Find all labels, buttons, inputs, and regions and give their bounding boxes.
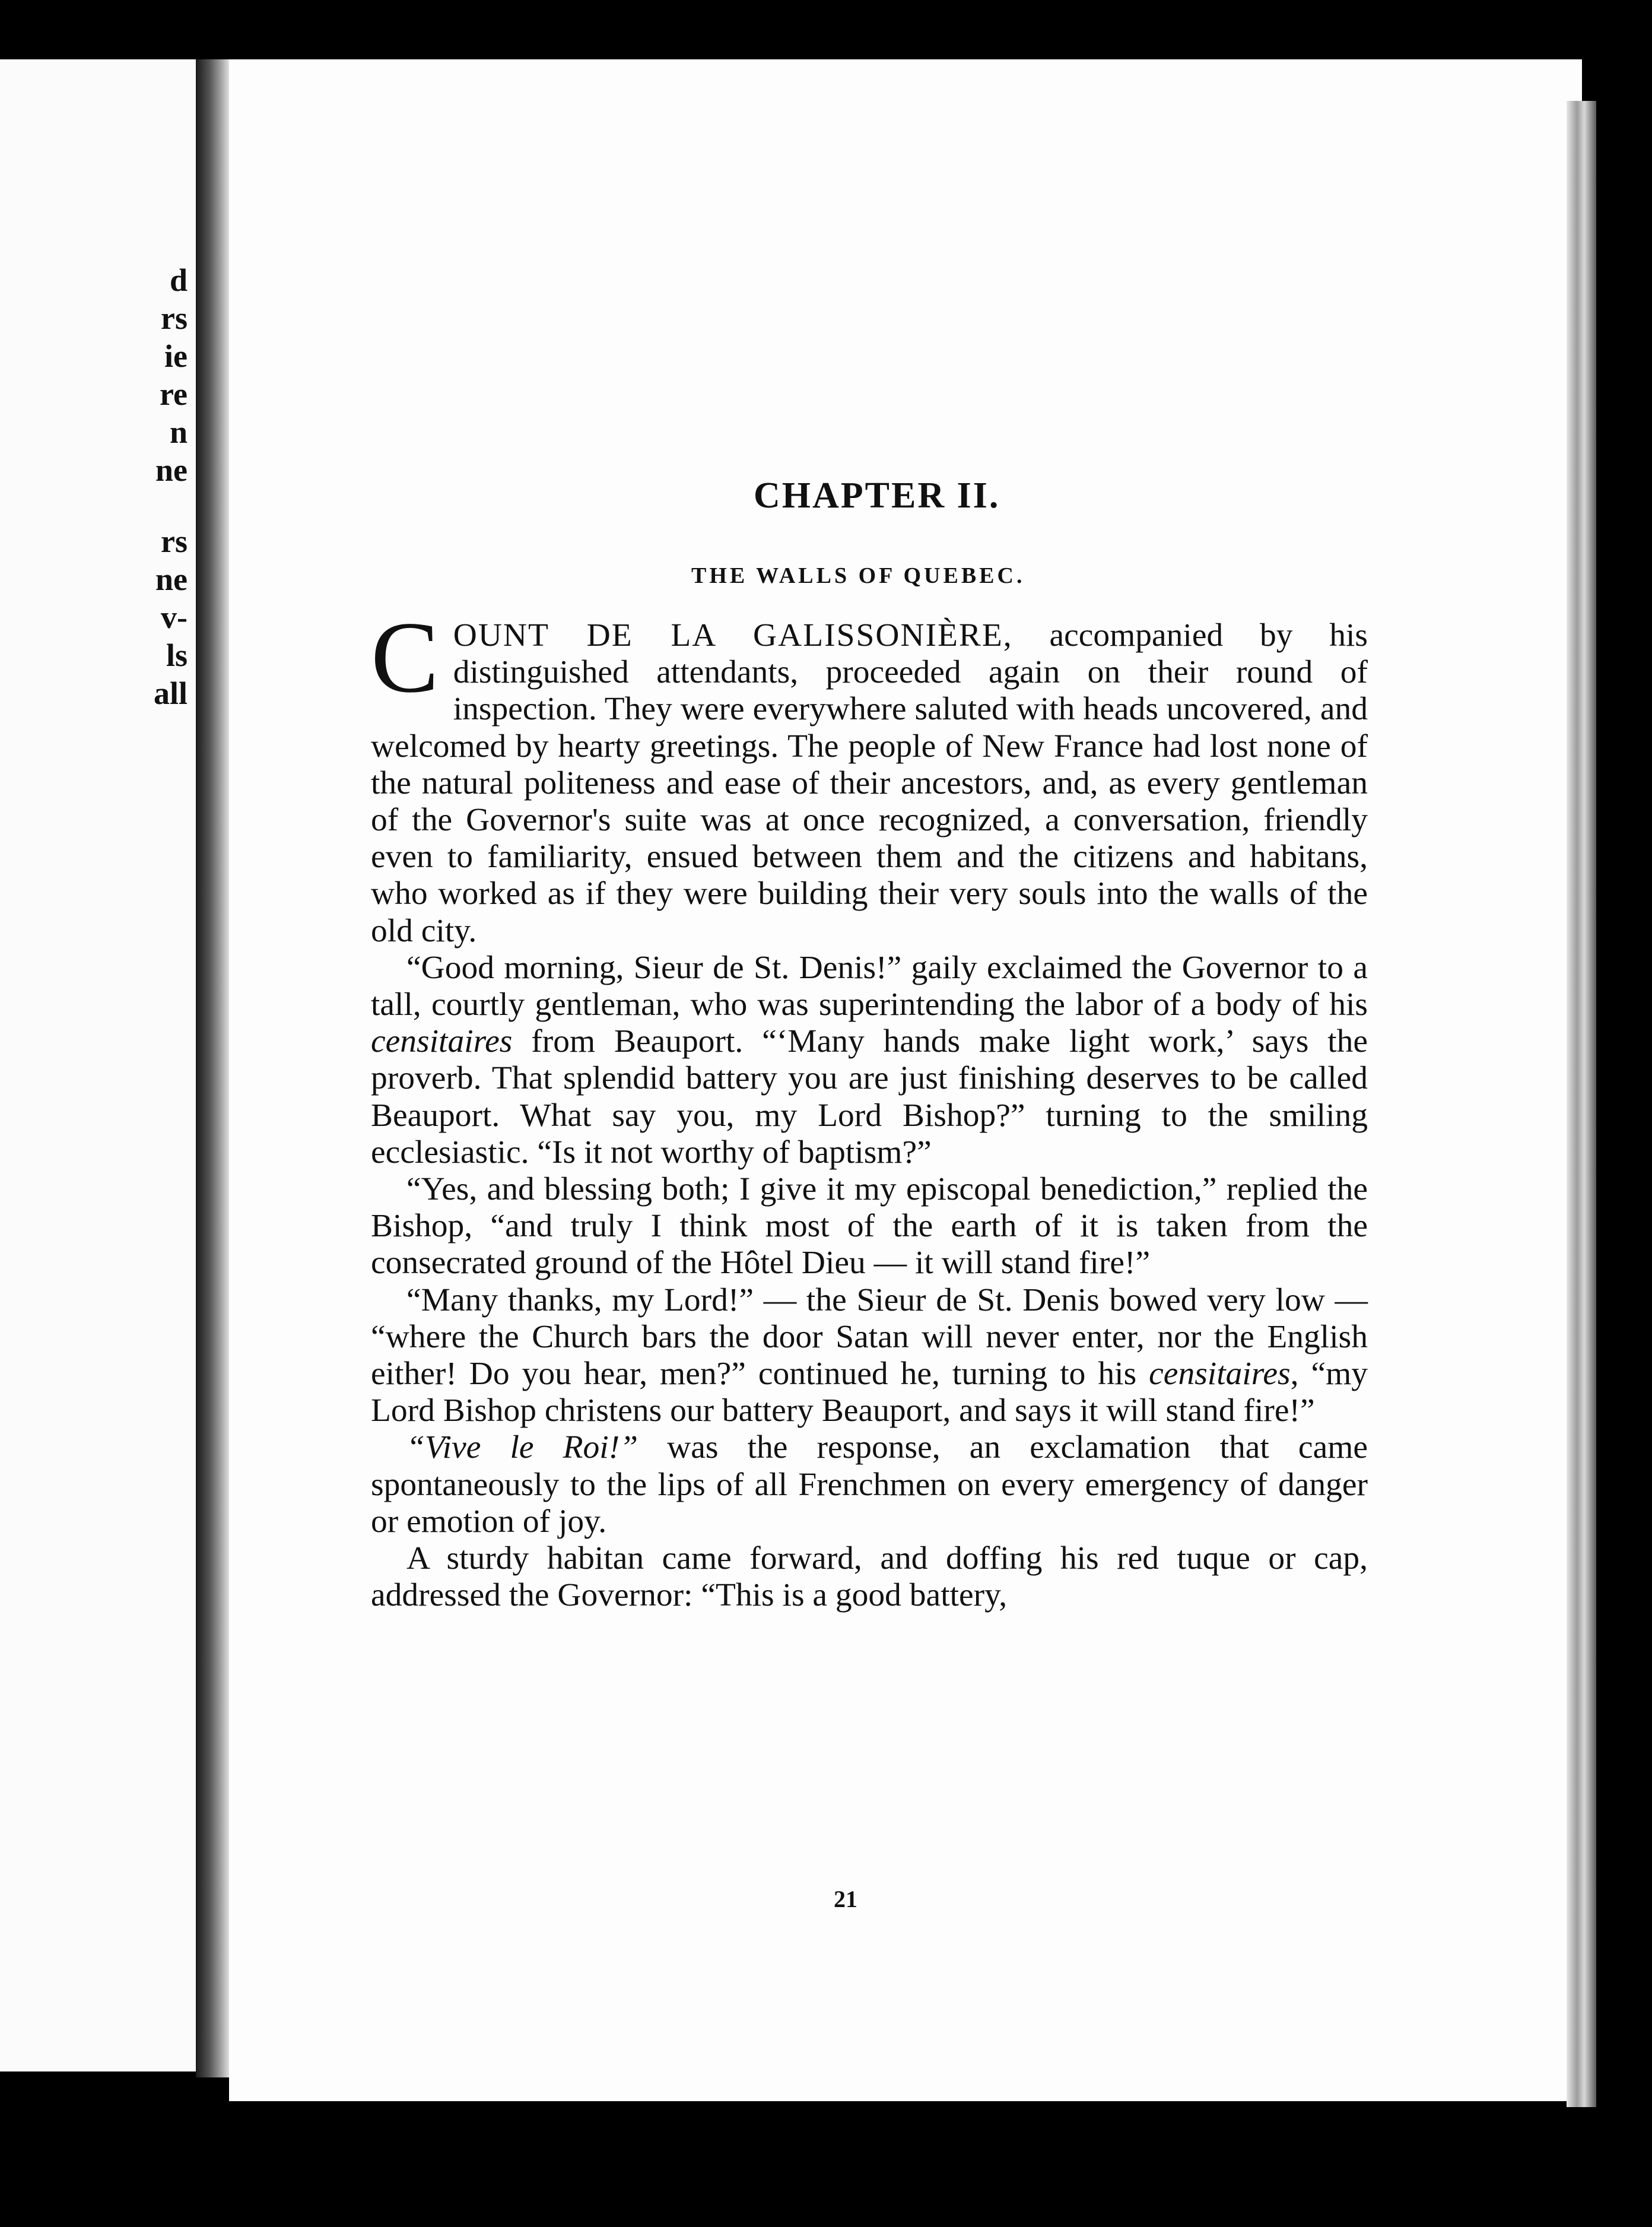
fragment-line: v- [161, 599, 188, 635]
previous-page-edge [0, 59, 196, 2071]
paragraph-5 [371, 1429, 1368, 1540]
paragraph-text: accompanied by his distinguished attendants, proceeded again on their round of inspection. They were everywhere saluted with heads uncovered, and welcomed by hearty greetings. The people of New France had lost none of the natural politeness and ease of their ancestors, and, as every gentleman of the Governor's suite was at once recognized, a conversation, friendly even to familiarity, ensued between them and the citizens and habitans, who worked as if they were building their very souls into the walls of the old city. [371, 617, 1368, 949]
chapter-body [371, 601, 1368, 1614]
paragraph-text: from Beauport. “‘Many hands make light work,’ says the proverb. That splendid battery you are just finishing deserves to be called Beauport. What say you, my Lord Bishop?” turning to the smiling ecclesiastic. “Is it not worthy of baptism?” [371, 1023, 1368, 1170]
fragment-line: ls [166, 637, 188, 673]
paragraph-text: “Good morning, Sieur de St. Denis!” gaily exclaimed the Governor to a tall, courtly gentleman, who was superintending the labor of a body of his [371, 949, 1368, 1023]
italic-term: censitaires [371, 1023, 513, 1060]
fragment-line: ne [155, 561, 188, 597]
paragraph-text: “Many thanks, my Lord!” — the Sieur de St. Denis bowed very low — “where the Church bars the door Satan will never enter, nor the English either! Do you hear, men?” continued he, turning to his [371, 1281, 1368, 1392]
paragraph-3: “Yes, and blessing both; I give it my episcopal benediction,” replied the Bishop, “and truly I think most of the earth of it is taken from the consecrated ground of the Hôtel Dieu — it will stand fire!” [371, 1171, 1368, 1281]
fragment-line: n [169, 414, 188, 450]
fragment-line: ne [155, 452, 188, 488]
book-gutter [196, 59, 230, 2077]
fragment-line: rs [161, 300, 188, 336]
paragraph-4 [371, 1282, 1368, 1430]
italic-exclamation: “Vive le Roi!” [406, 1429, 638, 1466]
page-number: 21 [834, 1886, 857, 1912]
chapter-subtitle: THE WALLS OF QUEBEC. [691, 563, 1025, 588]
fragment-line: ie [164, 338, 188, 374]
drop-cap: C [371, 601, 439, 714]
page-stack-edge [1567, 101, 1596, 2107]
fragment-gap [154, 489, 188, 522]
fragment-line: rs [161, 524, 188, 559]
fragment-line: d [169, 262, 188, 298]
paragraph-1 [371, 601, 1368, 950]
fragment-line: all [153, 675, 188, 711]
chapter-title: CHAPTER II. [754, 475, 1000, 516]
paragraph-6: A sturdy habitan came forward, and doffing his red tuque or cap, addressed the Governor: “This is a good battery, [371, 1540, 1368, 1614]
italic-term: censitaires [1149, 1356, 1291, 1392]
paragraph-text: , “my Lord Bishop christens our battery Beauport, and says it will stand fire!” [371, 1356, 1368, 1429]
previous-page-text-fragments [154, 261, 188, 712]
fragment-line: re [160, 376, 188, 412]
lead-caps: OUNT DE LA GALISSONIÈRE, [453, 617, 1013, 653]
paragraph-text: was the response, an exclamation that came spontaneously to the lips of all Frenchmen on every emergency of danger or emotion of joy. [371, 1429, 1368, 1540]
paragraph-2 [371, 950, 1368, 1171]
